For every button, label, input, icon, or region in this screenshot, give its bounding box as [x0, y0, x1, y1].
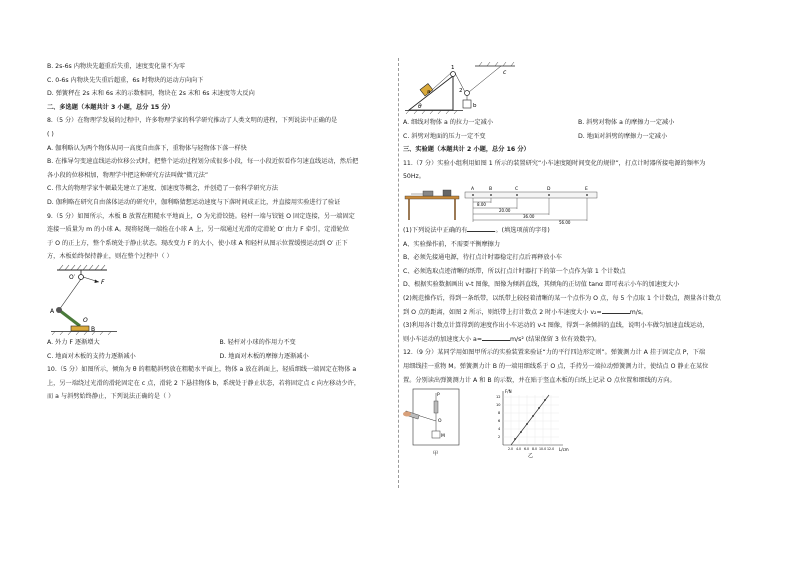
lab-table [405, 196, 459, 199]
q11-part2: 到 O 点的距离，如图 2 所示，则纸带上打计数点 2 时小车速度大小 v₂= [403, 308, 602, 316]
hinge-label: O [83, 316, 88, 324]
rod-pulley-figure [47, 264, 177, 336]
tape-distance: 8.00 [477, 201, 486, 207]
question-stem: 用细线挂一重物 M。弹簧测力计 B 的一端用细线系于 O 点，手持另一端拉动弹簧测力计，使结点 O 静止在某位 [403, 362, 709, 370]
ball-label: A [50, 307, 55, 315]
pulley-1 [451, 72, 456, 77]
x-tick: 12.0 [547, 447, 555, 452]
options-row [47, 350, 392, 364]
option-text: A. 外力 F 逐渐增大 [47, 338, 100, 346]
tape-point-label: A [471, 186, 475, 192]
point-o-label: O [438, 419, 442, 425]
right-column [403, 62, 753, 459]
option-text: B. 2s-6s 内物块先超重后失重，速度变化量不为零 [47, 63, 186, 70]
cart [423, 191, 433, 196]
question-stem: 而 a 与斜劈始终静止，下列说法正确的是（ ） [47, 393, 175, 401]
option-text: C. 伟大的物理学家牛顿最先建立了速度、加速度等概念，并创造了一套科学研究方法 [47, 185, 279, 193]
weight-label: M [441, 434, 445, 440]
pulley-1-label: 1 [451, 65, 455, 71]
options-row [47, 336, 392, 350]
q11-part2-unit: m/s。 [629, 308, 648, 316]
section-title: 三、实验题（本题共计 2 小题，总分 16 分） [403, 146, 530, 154]
question-stem: 方，木板始终保持静止，则在整个过程中（ ） [47, 253, 173, 261]
option-text: A. 细线对物体 a 的拉力一定减小 [403, 119, 494, 126]
question-line [403, 306, 753, 320]
question-stem: 8.（5 分）在物理学发展的过程中，许多物理学家的科学研究推动了人类文明的进程，下列说法中正确的是 [47, 117, 338, 125]
option-text: D. 地面对木板的摩擦力逐渐减小 [219, 352, 309, 360]
option-text: D. 伽利略在研究自由落体运动的研究中，伽利略猜想运动速度与下落时间成正比，并直接用实验进行了验证 [47, 198, 341, 206]
q11-part3-unit: m/s² (结果保留 3 位有效数字)。 [510, 335, 601, 343]
option-text: B. 轻杆对小球的作用力不变 [219, 338, 296, 346]
tape-distance: 56.00 [559, 219, 571, 224]
incline-wedge [409, 76, 453, 110]
option-text: A. 伽利略认为两个物体从同一高度自由落下，重物体与轻物体下落一样快 [47, 144, 247, 152]
column-divider [398, 58, 399, 488]
option-text: D. 弹簧秤在 2s 末和 6s 末的示数相同，物块在 2s 末和 6s 末速度等大反向 [47, 90, 255, 98]
options-row [403, 116, 753, 130]
question-stem: (2)规范操作后，得到一条纸带，以纸带上较轻着清晰的某一个点作为 O 点，每 5 个点取 1 个计数点，测量各计数点 [403, 294, 721, 302]
tape-point-label: B [489, 186, 493, 192]
light-rod [59, 310, 80, 326]
y-tick: 12 [496, 395, 501, 400]
question-stem: 连接一质量为 m 的小球 A。现将轻绳一端拴在小球 A 上，另一端通过光滑的定滑轮 O′ 由力 F 牵引，定滑轮位 [47, 226, 349, 234]
x-tick: 2.0 [508, 447, 514, 452]
weight-m [432, 431, 440, 438]
block-b [463, 100, 471, 108]
block-a-label: a [427, 89, 431, 95]
y-tick: 2 [498, 435, 501, 440]
graph-ylabel: F/N [505, 389, 512, 395]
fig-label-left: 甲 [433, 451, 439, 458]
tape-point-label: D [547, 186, 551, 192]
left-column [47, 60, 392, 404]
question-stem: 上，另一端绕过光滑的滑轮固定在 c 点，滑轮 2 下悬挂物体 b，系统处于静止状态，若将固定点 c 向左移动少许， [47, 379, 361, 387]
q11-part3: 则小车运动的加速度大小 a= [403, 335, 483, 343]
board-b [71, 326, 89, 331]
option-text: C. 0-6s 内物块先失重后超重，6s 时物块的运动方向向下 [47, 76, 204, 84]
timer [443, 190, 451, 196]
force-experiment-figure [403, 387, 593, 459]
incline-pulley-figure [403, 62, 523, 116]
cart-tape-figure [403, 184, 603, 224]
x-tick: 8.0 [532, 447, 538, 452]
x-tick: 4.0 [516, 447, 522, 452]
board-label: B [91, 325, 96, 333]
option-text: C. 斜劈对地面的压力一定不变 [403, 132, 486, 140]
q11-part1-tail: 。(填选项前的字母) [495, 226, 550, 234]
point-p-label: P [437, 393, 440, 399]
spring-scale-a [434, 401, 438, 413]
option-text: C、必须选取点迹清晰的纸带，所以打点计时器打下的第一个点作为第 1 个计数点 [403, 267, 626, 275]
pulley [79, 274, 84, 279]
y-tick: 4 [498, 427, 501, 432]
answer-blank[interactable] [482, 333, 510, 341]
option-text: C. 地面对木板的支持力逐渐减小 [47, 352, 136, 360]
hand [403, 412, 411, 417]
answer-blank[interactable] [602, 306, 630, 314]
y-tick: 6 [498, 419, 501, 424]
force-label: F [101, 278, 105, 286]
q11-part1: (1)下列说法中正确的有 [403, 226, 468, 234]
question-stem: 12.（9 分）某同学用如图甲所示的实验装置来验证“力的平行四边形定则”。弹簧测力计 A 挂于固定点 P，下端 [403, 349, 706, 357]
pulley-label: O′ [69, 273, 76, 281]
y-tick: 8 [498, 411, 501, 416]
pulley-2-label: 2 [459, 88, 463, 94]
pulley-2 [465, 91, 470, 96]
option-text: B. 在推导匀变速直线运动位移公式时，把整个运动过程划分成很多小段，每一小段近似看作匀速直线运动，然后把 [47, 158, 359, 166]
question-stem: 11.（7 分）实验小组利用如图 1 所示的装置研究“小车速度随时间变化的规律”，打点计时器所接电源的频率为 [403, 159, 706, 167]
fit-line [511, 395, 549, 445]
options-row [403, 130, 753, 144]
graph-xlabel: L/cm [559, 447, 569, 453]
question-line [403, 224, 753, 238]
tape-distance: 36.00 [523, 213, 535, 219]
option-text: B、必须先接通电源，待打点计时器稳定打点后再释放小车 [403, 254, 562, 262]
option-text: 各小段的位移相加，物理学中把这种研究方法叫做“微元法” [47, 171, 209, 179]
question-stem: 9.（5 分）如图所示，木板 B 放置在粗糙水平地面上，O 为光滑铰链。轻杆一端与铰链 O 固定连接，另一端固定 [47, 212, 355, 220]
answer-blank[interactable] [467, 224, 495, 232]
question-stem: 10.（5 分）如图所示，倾角为 θ 的粗糙斜劈放在粗糙水平面上，物体 a 放在斜面上，轻质细线一端固定在物体 a [47, 366, 357, 374]
section-title: 二、多选题（本题共计 3 小题，总分 15 分） [47, 103, 174, 111]
point-c-label: c [503, 69, 507, 76]
option-text: A、实验操作前，不需要平衡摩擦力 [403, 240, 501, 248]
y-tick: 10 [496, 403, 501, 408]
option-text: D. 地面对斜劈的摩擦力一定减小 [578, 132, 668, 140]
question-stem: 置。分别读出弹簧测力计 A 和 B 的示数，并在贴于竖直木板的白纸上记录 O 点位置和细线的方向。 [403, 376, 676, 384]
x-tick: 10.0 [539, 447, 547, 452]
question-stem: 于 O 的正上方，整个系统处于静止状态。现改变力 F 的大小，使小球 A 和轻杆从图示位置缓慢运动到 O′ 正下 [47, 239, 348, 247]
block-b-label: b [473, 103, 477, 109]
answer-blank: ( ) [47, 130, 54, 138]
tape-point-label: C [515, 186, 519, 192]
force-length-graph [496, 389, 569, 452]
question-stem: 50Hz。 [403, 173, 425, 181]
question-stem: (3)利用各计数点计算得到的速度作出小车运动的 v-t 图像，得到一条倾斜的直线，说明小车做匀加速直线运动， [403, 322, 709, 330]
tape-point-label: E [585, 186, 588, 192]
paper-tape [465, 192, 597, 198]
ball-a [56, 307, 62, 313]
x-tick: 6.0 [524, 447, 530, 452]
question-line [403, 333, 753, 347]
theta-label: θ [418, 103, 422, 110]
fig-label-right: 乙 [528, 453, 534, 460]
option-text: D、根据实验数据画出 v-t 图像，图像为倾斜直线，其倾角的正切值 tanα 即可表示小车的加速度大小 [403, 281, 680, 289]
option-text: B. 斜劈对物体 a 的摩擦力一定减小 [578, 119, 675, 126]
tape-distance: 20.00 [499, 207, 511, 213]
